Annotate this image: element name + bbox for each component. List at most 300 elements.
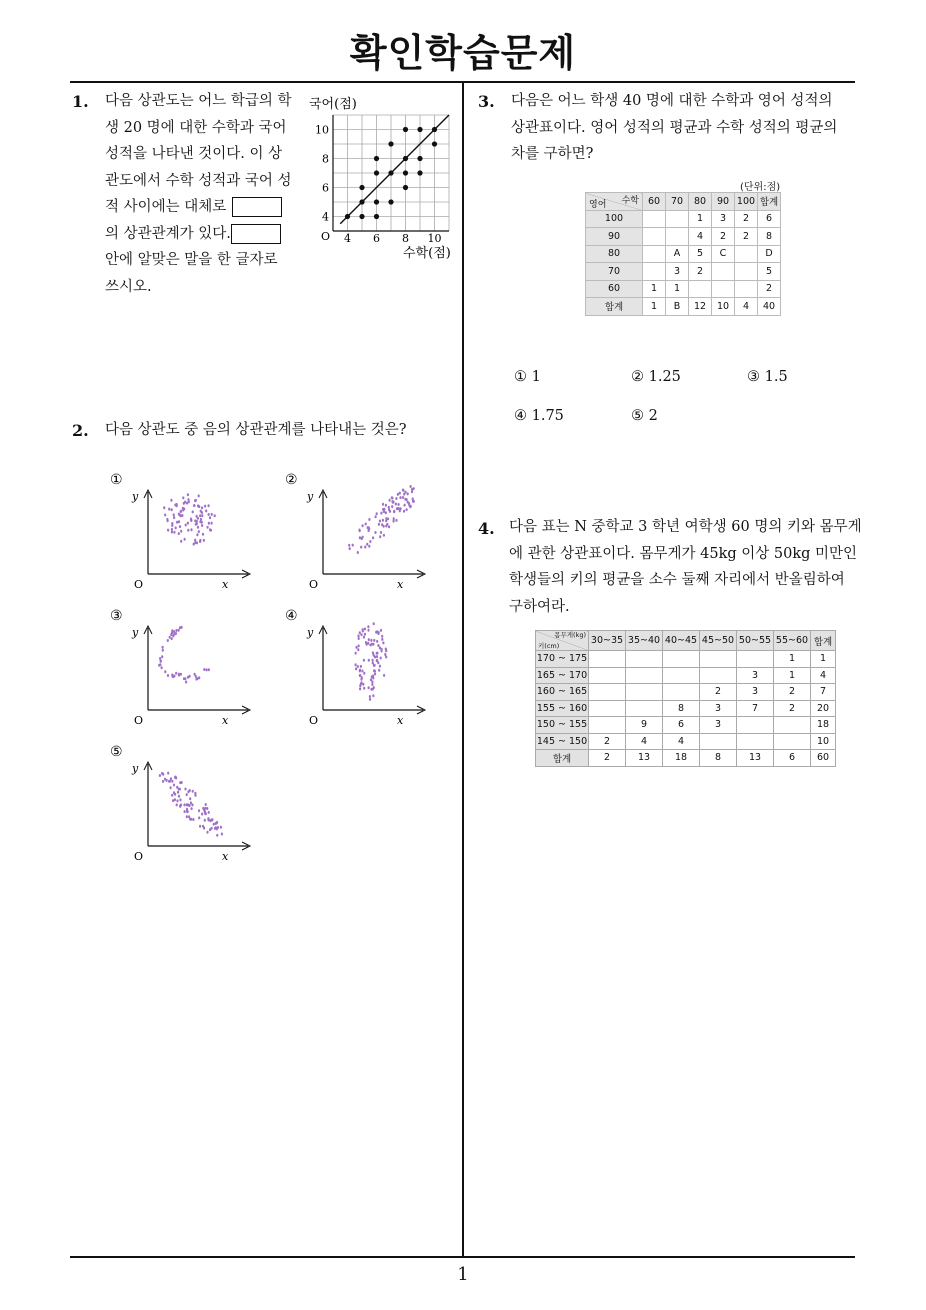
column-header: 35~40 bbox=[626, 631, 663, 651]
scatter-dot bbox=[362, 683, 364, 686]
scatter-dot bbox=[372, 659, 374, 662]
scatter-dot bbox=[161, 666, 163, 669]
row-header: 155 ~ 160 bbox=[536, 700, 589, 717]
scatter-dot bbox=[204, 819, 206, 822]
x-axis-label: x bbox=[397, 714, 404, 727]
scatter-dot bbox=[204, 807, 206, 810]
scatter-dot bbox=[380, 512, 382, 515]
scatter-dot bbox=[363, 659, 365, 662]
table-row bbox=[586, 210, 781, 228]
scatter-dot bbox=[372, 643, 374, 646]
scatter-dot bbox=[189, 804, 191, 807]
scatter-dot bbox=[162, 646, 164, 649]
scatter-dot bbox=[377, 644, 379, 647]
scatter-dot bbox=[166, 518, 168, 521]
q1-line: 다음 상관도는 어느 학급의 학 bbox=[105, 93, 292, 109]
scatter-dot bbox=[181, 514, 183, 517]
scatter-dot bbox=[369, 540, 371, 543]
scatter-dot bbox=[186, 815, 188, 818]
scatter-dot bbox=[168, 508, 170, 511]
scatter-dot bbox=[379, 535, 381, 538]
scatter-dot bbox=[196, 533, 198, 536]
page-number: 1 bbox=[457, 1264, 469, 1285]
scatter-dot bbox=[360, 546, 362, 549]
scatter-dot bbox=[209, 528, 211, 531]
scatter-dot bbox=[355, 646, 357, 649]
q1-line bbox=[105, 221, 292, 248]
table-cell bbox=[589, 717, 626, 734]
scatter-dot bbox=[362, 628, 364, 631]
scatter-dot bbox=[391, 496, 393, 499]
table-cell: 4 bbox=[663, 733, 700, 750]
scatter-dot bbox=[191, 807, 193, 810]
scatter-dot bbox=[385, 504, 387, 507]
table-cell bbox=[666, 228, 689, 246]
table-row bbox=[586, 280, 781, 298]
table-cell bbox=[626, 684, 663, 701]
table-cell bbox=[626, 700, 663, 717]
table-cell: 2 bbox=[758, 280, 781, 298]
scatter-dot bbox=[385, 511, 387, 514]
choice-mark: ② bbox=[285, 472, 298, 488]
y-axis-label: y bbox=[132, 762, 139, 775]
scatter-dot bbox=[378, 523, 380, 526]
x-tick-label: 6 bbox=[373, 232, 380, 245]
scatter-dot bbox=[187, 493, 189, 496]
table-cell: 7 bbox=[811, 684, 836, 701]
scatter-dot bbox=[408, 504, 410, 507]
q1-line: 쓰시오. bbox=[105, 278, 152, 295]
scatter-dot bbox=[180, 540, 182, 543]
page-title: 확인학습문제 bbox=[349, 31, 577, 75]
q1-line: 안에 알맞은 말을 한 글자로 bbox=[105, 252, 278, 268]
table-cell: A bbox=[666, 245, 689, 263]
scatter-dot bbox=[178, 629, 180, 632]
scatter-dot bbox=[357, 648, 359, 651]
scatter-dot bbox=[179, 514, 181, 517]
choice-mark: ① bbox=[110, 472, 123, 488]
q1-number: 1. bbox=[72, 92, 89, 111]
table-cell: 10 bbox=[712, 298, 735, 316]
scatter-dot bbox=[395, 497, 397, 500]
x-axis-label: x bbox=[397, 578, 404, 591]
scatter-dot bbox=[196, 520, 198, 523]
scatter-dot bbox=[213, 823, 215, 826]
table-cell: 3 bbox=[666, 263, 689, 281]
scatter-dot bbox=[197, 504, 199, 507]
q4-line: 구하여라. bbox=[509, 598, 570, 615]
scatter-dot bbox=[167, 529, 169, 532]
answer-box[interactable] bbox=[231, 224, 281, 244]
scatter-dot bbox=[368, 527, 370, 530]
data-point bbox=[374, 199, 379, 204]
scatter-dot bbox=[381, 523, 383, 526]
scatter-dot bbox=[194, 539, 196, 542]
scatter-dot bbox=[374, 664, 376, 667]
scatter-dot bbox=[383, 534, 385, 537]
scatter-dot bbox=[185, 681, 187, 684]
bottom-rule bbox=[70, 1256, 855, 1258]
scatter-dot bbox=[361, 676, 363, 679]
table-cell: 4 bbox=[689, 228, 712, 246]
table-cell bbox=[589, 700, 626, 717]
scatter-dot bbox=[211, 818, 213, 821]
q3-table bbox=[585, 192, 781, 316]
q2-plot[interactable] bbox=[283, 470, 453, 595]
q1-ylabel: 국어(점) bbox=[309, 97, 357, 112]
q3-text bbox=[511, 88, 837, 168]
scatter-dot bbox=[195, 678, 197, 681]
scatter-dot bbox=[190, 518, 192, 521]
scatter-dot bbox=[391, 505, 393, 508]
table-row bbox=[536, 750, 836, 767]
data-point bbox=[345, 214, 350, 219]
column-header: 90 bbox=[712, 193, 735, 211]
scatter-dot bbox=[173, 513, 175, 516]
scatter-dot bbox=[172, 675, 174, 678]
data-point bbox=[359, 199, 364, 204]
scatter-dot bbox=[204, 812, 206, 815]
scatter-dot bbox=[359, 669, 361, 672]
scatter-dot bbox=[371, 680, 373, 683]
table-cell: 1 bbox=[689, 210, 712, 228]
data-point bbox=[432, 127, 437, 132]
scatter-dot bbox=[167, 639, 169, 642]
scatter-dot bbox=[178, 532, 180, 535]
corner-cell: 몸무게(kg) 키(cm) bbox=[536, 631, 589, 651]
row-header: 100 bbox=[586, 210, 643, 228]
scatter-dot bbox=[359, 687, 361, 690]
scatter-dot bbox=[188, 815, 190, 818]
scatter-dot bbox=[373, 639, 375, 642]
scatter-dot bbox=[206, 668, 208, 671]
q2-plot-svg bbox=[108, 606, 278, 731]
scatter-dot bbox=[171, 780, 173, 783]
scatter-dot bbox=[208, 504, 210, 507]
scatter-dot bbox=[201, 511, 203, 514]
scatter-dot bbox=[201, 524, 203, 527]
scatter-dot bbox=[175, 526, 177, 529]
y-axis-label: y bbox=[307, 626, 314, 639]
scatter-dot bbox=[381, 638, 383, 641]
scatter-dot bbox=[359, 674, 361, 677]
scatter-dot bbox=[176, 504, 178, 507]
scatter-dot bbox=[373, 669, 375, 672]
scatter-dot bbox=[404, 504, 406, 507]
scatter-dot bbox=[406, 508, 408, 511]
scatter-dot bbox=[407, 492, 409, 495]
choice-1[interactable]: ① 1 bbox=[514, 369, 541, 385]
scatter-dot bbox=[379, 665, 381, 668]
table-cell: 1 bbox=[774, 667, 811, 684]
scatter-dot bbox=[180, 673, 182, 676]
scatter-dot bbox=[381, 635, 383, 638]
scatter-dot bbox=[413, 500, 415, 503]
scatter-dot bbox=[389, 499, 391, 502]
table-row bbox=[586, 245, 781, 263]
table-cell: D bbox=[758, 245, 781, 263]
scatter-dot bbox=[199, 514, 201, 517]
column-header: 100 bbox=[735, 193, 758, 211]
scatter-dot bbox=[410, 485, 412, 488]
table-cell: 3 bbox=[737, 684, 774, 701]
origin-label: O bbox=[309, 578, 319, 591]
x-axis-label: x bbox=[222, 850, 229, 863]
scatter-dot bbox=[190, 801, 192, 804]
scatter-dot bbox=[382, 503, 384, 506]
scatter-dot bbox=[349, 547, 351, 550]
scatter-dot bbox=[370, 688, 372, 691]
scatter-dot bbox=[160, 660, 162, 663]
table-header-row bbox=[586, 193, 781, 211]
scatter-dot bbox=[198, 816, 200, 819]
table-row bbox=[536, 717, 836, 734]
q1-line-text: 의 상관관계가 있다. bbox=[105, 225, 231, 242]
scatter-dot bbox=[177, 791, 179, 794]
table-cell bbox=[712, 263, 735, 281]
scatter-dot bbox=[198, 676, 200, 679]
scatter-dot bbox=[192, 818, 194, 821]
scatter-dot bbox=[203, 539, 205, 542]
q1-xlabel: 수학(점) bbox=[403, 246, 451, 261]
scatter-dot bbox=[208, 668, 210, 671]
scatter-dot bbox=[192, 790, 194, 793]
scatter-dot bbox=[171, 524, 173, 527]
scatter-dot bbox=[358, 637, 360, 640]
q3-line: 상관표이다. 영어 성적의 평균과 수학 성적의 평균의 bbox=[511, 119, 838, 136]
scatter-dot bbox=[171, 528, 173, 531]
chart-points bbox=[340, 115, 449, 224]
scatter-dot bbox=[367, 629, 369, 632]
scatter-dot bbox=[189, 789, 191, 792]
scatter-dot bbox=[175, 672, 177, 675]
table-row bbox=[536, 700, 836, 717]
scatter-dot bbox=[376, 512, 378, 515]
scatter-dot bbox=[374, 673, 376, 676]
table-cell bbox=[774, 717, 811, 734]
scatter-dot bbox=[159, 657, 161, 660]
q2-plot[interactable] bbox=[283, 606, 453, 731]
scatter-dot bbox=[377, 661, 379, 664]
data-point bbox=[432, 141, 437, 146]
table-cell: 1 bbox=[774, 651, 811, 668]
scatter-dot bbox=[193, 504, 195, 507]
table-cell bbox=[663, 684, 700, 701]
scatter-dot bbox=[175, 629, 177, 632]
scatter-dot bbox=[364, 628, 366, 631]
table-cell: 13 bbox=[626, 750, 663, 767]
table-cell: C bbox=[712, 245, 735, 263]
table-cell: 2 bbox=[774, 700, 811, 717]
scatter-dot bbox=[407, 501, 409, 504]
table-row bbox=[586, 228, 781, 246]
table-cell bbox=[689, 280, 712, 298]
scatter-dot bbox=[174, 793, 176, 796]
table-cell: 2 bbox=[774, 684, 811, 701]
scatter-dot bbox=[192, 510, 194, 513]
scatter-dot bbox=[370, 639, 372, 642]
scatter-dot bbox=[164, 514, 166, 517]
q2-plot-svg bbox=[283, 606, 453, 731]
table-cell bbox=[735, 280, 758, 298]
table-row bbox=[536, 651, 836, 668]
scatter-dot bbox=[175, 777, 177, 780]
scatter-dot bbox=[187, 498, 189, 501]
q4-line: 다음 표는 N 중학교 3 학년 여학생 60 명의 키와 몸무게 bbox=[509, 519, 862, 535]
table-cell: 8 bbox=[758, 228, 781, 246]
scatter-dot bbox=[202, 825, 204, 828]
scatter-dot bbox=[179, 798, 181, 801]
q4-number: 4. bbox=[478, 519, 495, 538]
table-cell bbox=[700, 651, 737, 668]
choice-5[interactable]: ⑤ 2 bbox=[631, 408, 658, 424]
table-header-row bbox=[536, 631, 836, 651]
scatter-dot bbox=[374, 531, 376, 534]
choice-mark: ④ bbox=[285, 608, 298, 624]
scatter-dot bbox=[376, 655, 378, 658]
scatter-dot bbox=[379, 520, 381, 523]
scatter-dot bbox=[211, 513, 213, 516]
scatter-dot bbox=[214, 514, 216, 517]
table-cell bbox=[737, 651, 774, 668]
answer-box[interactable] bbox=[232, 197, 282, 217]
scatter-dot bbox=[360, 665, 362, 668]
q4-line: 에 관한 상관표이다. 몸무게가 45kg 이상 50kg 미만인 bbox=[509, 545, 858, 562]
scatter-dot bbox=[173, 516, 175, 519]
scatter-dot bbox=[368, 518, 370, 521]
scatter-dot bbox=[195, 499, 197, 502]
choice-4[interactable]: ④ 1.75 bbox=[514, 408, 564, 424]
table-cell: 9 bbox=[626, 717, 663, 734]
data-point bbox=[374, 156, 379, 161]
table-cell bbox=[643, 263, 666, 281]
scatter-dot bbox=[201, 514, 203, 517]
scatter-dot bbox=[387, 517, 389, 520]
row-header: 70 bbox=[586, 263, 643, 281]
table-cell: 2 bbox=[689, 263, 712, 281]
table-cell: 1 bbox=[666, 280, 689, 298]
scatter-dot bbox=[371, 675, 373, 678]
scatter-dot bbox=[197, 526, 199, 529]
scatter-dot bbox=[186, 502, 188, 505]
scatter-dot bbox=[221, 833, 223, 836]
scatter-dot bbox=[171, 508, 173, 511]
scatter-dot bbox=[186, 808, 188, 811]
scatter-dot bbox=[209, 516, 211, 519]
table-cell: 8 bbox=[700, 750, 737, 767]
row-header: 170 ~ 175 bbox=[536, 651, 589, 668]
table-cell: 18 bbox=[663, 750, 700, 767]
scatter-dot bbox=[187, 676, 189, 679]
scatter-dot bbox=[389, 510, 391, 513]
scatter-dot bbox=[216, 827, 218, 830]
q2-plot-svg bbox=[108, 742, 278, 867]
column-header: 70 bbox=[666, 193, 689, 211]
choice-3[interactable]: ③ 1.5 bbox=[747, 369, 788, 385]
table-cell: B bbox=[666, 298, 689, 316]
table-cell bbox=[663, 651, 700, 668]
data-point bbox=[417, 156, 422, 161]
choice-mark: ③ bbox=[110, 608, 123, 624]
q1-text bbox=[105, 88, 292, 300]
table-cell bbox=[666, 210, 689, 228]
scatter-dot bbox=[216, 834, 218, 837]
scatter-dot bbox=[171, 531, 173, 534]
table-cell: 1 bbox=[643, 298, 666, 316]
scatter-dot bbox=[348, 544, 350, 547]
scatter-dot bbox=[184, 788, 186, 791]
scatter-dot bbox=[184, 677, 186, 680]
scatter-dot bbox=[187, 522, 189, 525]
q2-plot[interactable] bbox=[108, 742, 278, 867]
table-cell bbox=[643, 228, 666, 246]
scatter-dot bbox=[211, 522, 213, 525]
scatter-dot bbox=[186, 803, 188, 806]
q2-plot-svg bbox=[283, 470, 453, 595]
x-axis-label: x bbox=[222, 578, 229, 591]
scatter-dot bbox=[380, 657, 382, 660]
table-cell bbox=[643, 245, 666, 263]
x-tick-label: 8 bbox=[402, 232, 409, 245]
scatter-dot bbox=[395, 519, 397, 522]
table-cell: 13 bbox=[737, 750, 774, 767]
scatter-dot bbox=[200, 518, 202, 521]
choice-2[interactable]: ② 1.25 bbox=[631, 369, 681, 385]
data-point bbox=[417, 170, 422, 175]
scatter-dot bbox=[385, 649, 387, 652]
q2-plot[interactable] bbox=[108, 470, 278, 595]
table-cell: 12 bbox=[689, 298, 712, 316]
scatter-dot bbox=[393, 510, 395, 513]
scatter-dot bbox=[194, 673, 196, 676]
scatter-dot bbox=[202, 533, 204, 536]
table-cell: 6 bbox=[663, 717, 700, 734]
scatter-dot bbox=[158, 664, 160, 667]
scatter-dot bbox=[170, 499, 172, 502]
q1-origin: O bbox=[321, 230, 331, 243]
table-cell bbox=[589, 684, 626, 701]
scatter-dot bbox=[159, 774, 161, 777]
scatter-dot bbox=[383, 674, 385, 677]
q4-text bbox=[509, 514, 862, 620]
x-tick-label: 10 bbox=[427, 232, 442, 245]
scatter-dot bbox=[361, 670, 363, 673]
data-point bbox=[403, 127, 408, 132]
scatter-dot bbox=[355, 667, 357, 670]
q1-line bbox=[105, 194, 292, 221]
q2-plot[interactable] bbox=[108, 606, 278, 731]
table-cell: 60 bbox=[811, 750, 836, 767]
y-axis-label: y bbox=[132, 490, 139, 503]
q2-text: 다음 상관도 중 음의 상관관계를 나타내는 것은? bbox=[105, 422, 407, 438]
scatter-dot bbox=[173, 784, 175, 787]
scatter-dot bbox=[403, 510, 405, 513]
scatter-dot bbox=[378, 669, 380, 672]
scatter-dot bbox=[355, 663, 357, 666]
scatter-dot bbox=[209, 828, 211, 831]
scatter-dot bbox=[182, 509, 184, 512]
row-header: 80 bbox=[586, 245, 643, 263]
table-row bbox=[536, 684, 836, 701]
table-cell bbox=[737, 717, 774, 734]
scatter-dot bbox=[402, 496, 404, 499]
scatter-dot bbox=[171, 794, 173, 797]
table-row bbox=[536, 667, 836, 684]
data-point bbox=[388, 199, 393, 204]
x-axis-label: x bbox=[222, 714, 229, 727]
scatter-dot bbox=[206, 831, 208, 834]
q2-plot-svg bbox=[108, 470, 278, 595]
